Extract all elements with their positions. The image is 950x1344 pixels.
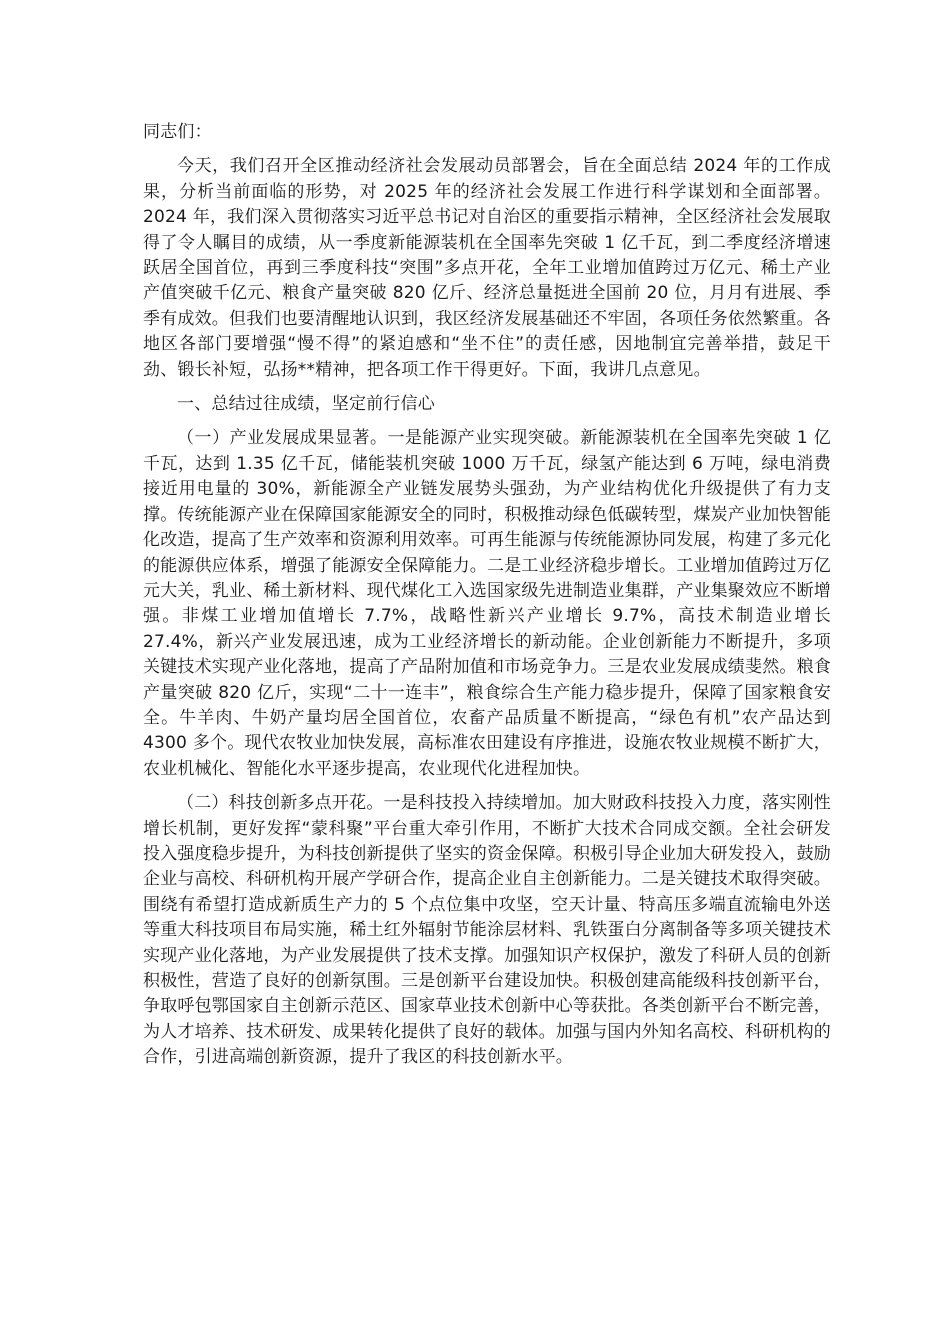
salutation: 同志们： — [143, 122, 212, 142]
body-paragraph-industry: （一）产业发展成果显著。一是能源产业实现突破。新能源装机在全国率先突破 1 亿千瓦，达到 1.35 亿千瓦，储能装机突破 1000 万千瓦，绿氢产能达到 6 万吨，绿电消费接近用电量的 30%，新能源全产业链发展势头强劲，为产业结构优化升级提供了有力支撑。传统能源产业在保障国家能源安全的同时，积极推动绿色低碳转型，煤炭产业加快智能化改造，提高了生产效率和资源利用效率。可再生能源与传统能源协同发展，构建了多元化的能源供应体系，增强了能源安全保障能力。二是工业经济稳步增长。工业增加值跨过万亿元大关，乳业、稀土新材料、现代煤化工入选国家级先进制造业集群，产业集聚效应不断增强。非煤工业增加值增长 7.7%，战略性新兴产业增长 9.7%，高技术制造业增长 27.4%，新兴产业发展迅速，成为工业经济增长的新动能。企业创新能力不断提升，多项关键技术实现产业化落地，提高了产品附加值和市场竞争力。三是农业发展成绩斐然。粮食产量突破 820 亿斤，实现“二十一连丰”，粮食综合生产能力稳步提升，保障了国家粮食安全。牛羊肉、牛奶产量均居全国首位，农畜产品质量不断提高，“绿色有机”农产品达到 4300 多个。现代农牧业加快发展，高标准农田建设有序推进，设施农牧业规模不断扩大，农业机械化、智能化水平逐步提高，农业现代化进程加快。 — [143, 428, 831, 779]
section-heading: 一、总结过往成绩，坚定前行信心 — [177, 394, 435, 415]
body-paragraph-technology: （二）科技创新多点开花。一是科技投入持续增加。加大财政科技投入力度，落实刚性增长机制，更好发挥“蒙科聚”平台重大牵引作用，不断扩大技术合同成交额。全社会研发投入强度稳步提升，为科技创新提供了坚实的资金保障。积极引导企业加大研发投入，鼓励企业与高校、科研机构开展产学研合作，提高企业自主创新能力。二是关键技术取得突破。围绕有希望打造成新质生产力的 5 个点位集中攻坚，空天计量、特高压多端直流输电外送等重大科技项目布局实施，稀土红外辐射节能涂层材料、乳铁蛋白分离制备等多项关键技术实现产业化落地，为产业发展提供了技术支撑。加强知识产权保护，激发了科研人员的创新积极性，营造了良好的创新氛围。三是创新平台建设加快。积极创建高能级科技创新平台，争取呼包鄂国家自主创新示范区、国家草业技术创新中心等获批。各类创新平台不断完善，为人才培养、技术研发、成果转化提供了良好的载体。加强与国内外知名高校、科研机构的合作，引进高端创新资源，提升了我区的科技创新水平。 — [143, 793, 831, 1068]
document-body — [143, 120, 831, 1080]
intro-paragraph: 今天，我们召开全区推动经济社会发展动员部署会，旨在全面总结 2024 年的工作成果，分析当前面临的形势，对 2025 年的经济社会发展工作进行科学谋划和全面部署。2024 年，我们深入贯彻落实习近平总书记对自治区的重要指示精神，全区经济社会发展取得了令人瞩目的成绩，从一季度新能源装机在全国率先突破 1 亿千瓦，到二季度经济增速跃居全国首位，再到三季度科技“突围”多点开花，全年工业增加值跨过万亿元、稀土产业产值突破千亿元、粮食产量突破 820 亿斤、经济总量挺进全国前 20 位，月月有进展、季季有成效。但我们也要清醒地认识到，我区经济发展基础还不牢固，各项任务依然繁重。各地区各部门要增强“慢不得”的紧迫感和“坐不住”的责任感，因地制宜完善举措，鼓足干劲、锻长补短，弘扬**精神，把各项工作干得更好。下面，我讲几点意见。 — [143, 156, 831, 380]
